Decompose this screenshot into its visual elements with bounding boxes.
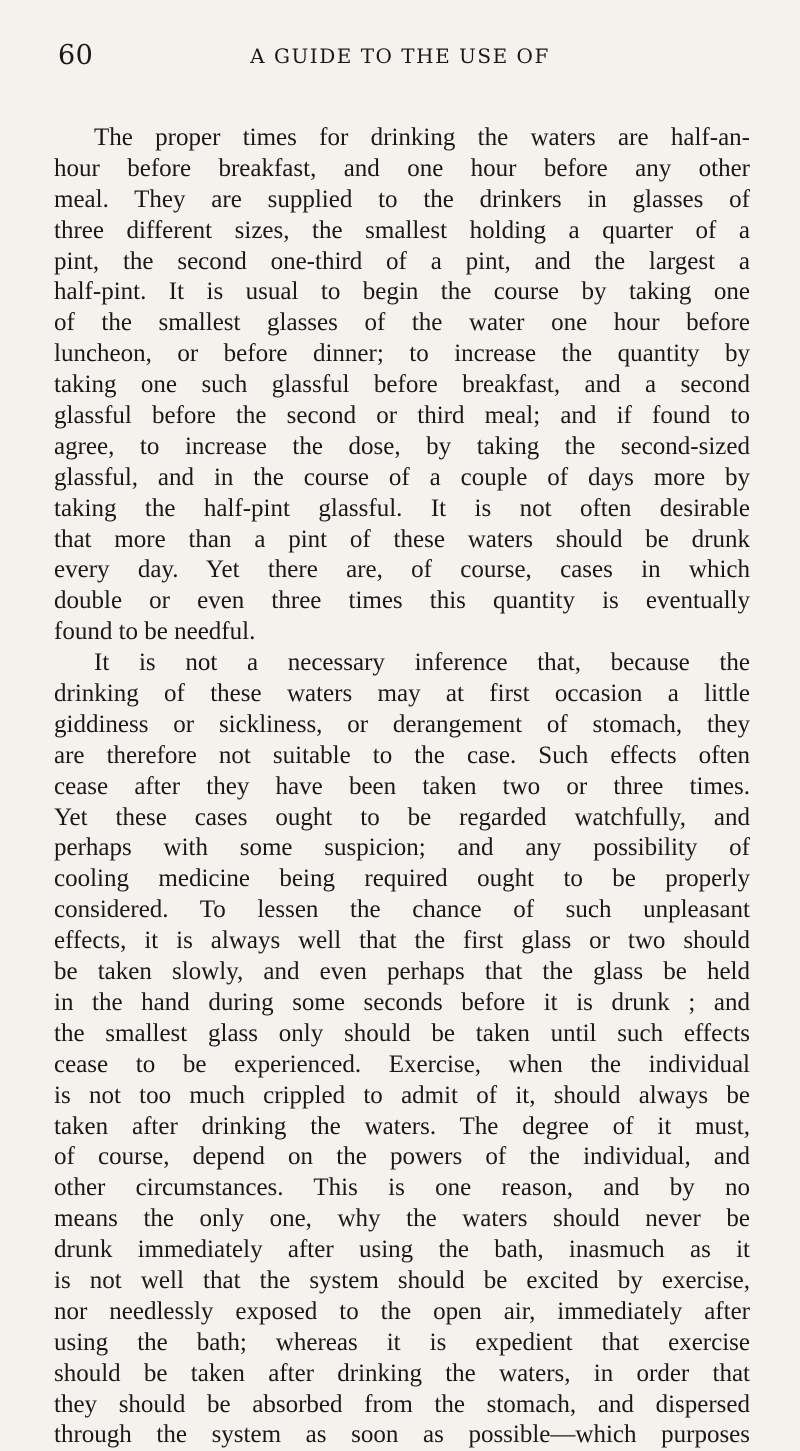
text-line: perhaps with some suspicion; and any possibility of: [54, 834, 750, 862]
text-line: cooling medicine being required ought to be properly: [54, 865, 750, 893]
text-line: hour before breakfast, and one hour before any other: [54, 154, 750, 182]
text-line: three different sizes, the smallest holding a quarter of a: [54, 216, 750, 244]
text-line: is not too much crippled to admit of it, should always be: [54, 1081, 750, 1109]
text-line: of the smallest glasses of the water one hour before: [54, 309, 750, 337]
text-line: effects, it is always well that the first glass or two should: [54, 927, 750, 955]
page-number: 60: [58, 40, 94, 71]
text-line: other circumstances. This is one reason, and by no: [54, 1174, 750, 1202]
text-line: glassful before the second or third meal; and if found to: [54, 402, 750, 430]
text-line: cease to be experienced. Exercise, when the individual: [54, 1050, 750, 1078]
text-line: glassful, and in the course of a couple of days more by: [54, 463, 750, 491]
text-line: in the hand during some seconds before it is drunk ; and: [54, 988, 750, 1016]
text-line: drunk immediately after using the bath, inasmuch as it: [54, 1236, 750, 1264]
text-line: of course, depend on the powers of the individual, and: [54, 1143, 750, 1171]
text-line: The proper times for drinking the waters are half-an-: [94, 124, 750, 151]
text-line: through the system as soon as possible—which purposes: [54, 1421, 750, 1449]
text-line: cease after they have been taken two or three times.: [54, 772, 750, 800]
running-head: [0, 38, 800, 74]
text-line: the smallest glass only should be taken until such effects: [54, 1019, 750, 1047]
text-line: be taken slowly, and even perhaps that the glass be held: [54, 958, 750, 986]
text-line: meal. They are supplied to the drinkers in glasses of: [54, 185, 750, 213]
running-title: A GUIDE TO THE USE OF: [250, 44, 550, 68]
text-line: giddiness or sickliness, or derangement of stomach, they: [54, 710, 750, 738]
text-line: luncheon, or before dinner; to increase the quantity by: [54, 340, 750, 368]
text-line: that more than a pint of these waters should be drunk: [54, 525, 750, 553]
text-line: found to be needful.: [54, 618, 256, 646]
text-line: double or even three times this quantity is eventually: [54, 587, 750, 615]
text-line: considered. To lessen the chance of such unpleasant: [54, 896, 750, 924]
text-line: pint, the second one-third of a pint, and the largest a: [54, 247, 750, 275]
text-line: drinking of these waters may at first occasion a little: [54, 680, 750, 708]
text-line: are therefore not suitable to the case. Such effects often: [54, 741, 750, 769]
text-line: they should be absorbed from the stomach, and dispersed: [54, 1390, 750, 1418]
body-text: [54, 123, 750, 1451]
text-line: every day. Yet there are, of course, cases in which: [54, 556, 750, 584]
text-line: is not well that the system should be excited by exercise,: [54, 1266, 750, 1294]
text-line: It is not a necessary inference that, because the: [94, 649, 750, 677]
text-line: agree, to increase the dose, by taking the second-sized: [54, 432, 750, 460]
text-line: taking one such glassful before breakfast, and a second: [54, 371, 750, 399]
text-line: nor needlessly exposed to the open air, immediately after: [54, 1297, 750, 1325]
text-line: half-pint. It is usual to begin the course by taking one: [54, 278, 750, 306]
text-line: Yet these cases ought to be regarded watchfully, and: [54, 803, 750, 831]
text-line: taking the half-pint glassful. It is not often desirable: [54, 494, 750, 522]
text-line: taken after drinking the waters. The degree of it must,: [54, 1112, 750, 1140]
text-line: should be taken after drinking the waters, in order that: [54, 1359, 750, 1387]
text-line: using the bath; whereas it is expedient that exercise: [54, 1328, 750, 1356]
text-line: means the only one, why the waters should never be: [54, 1205, 750, 1233]
